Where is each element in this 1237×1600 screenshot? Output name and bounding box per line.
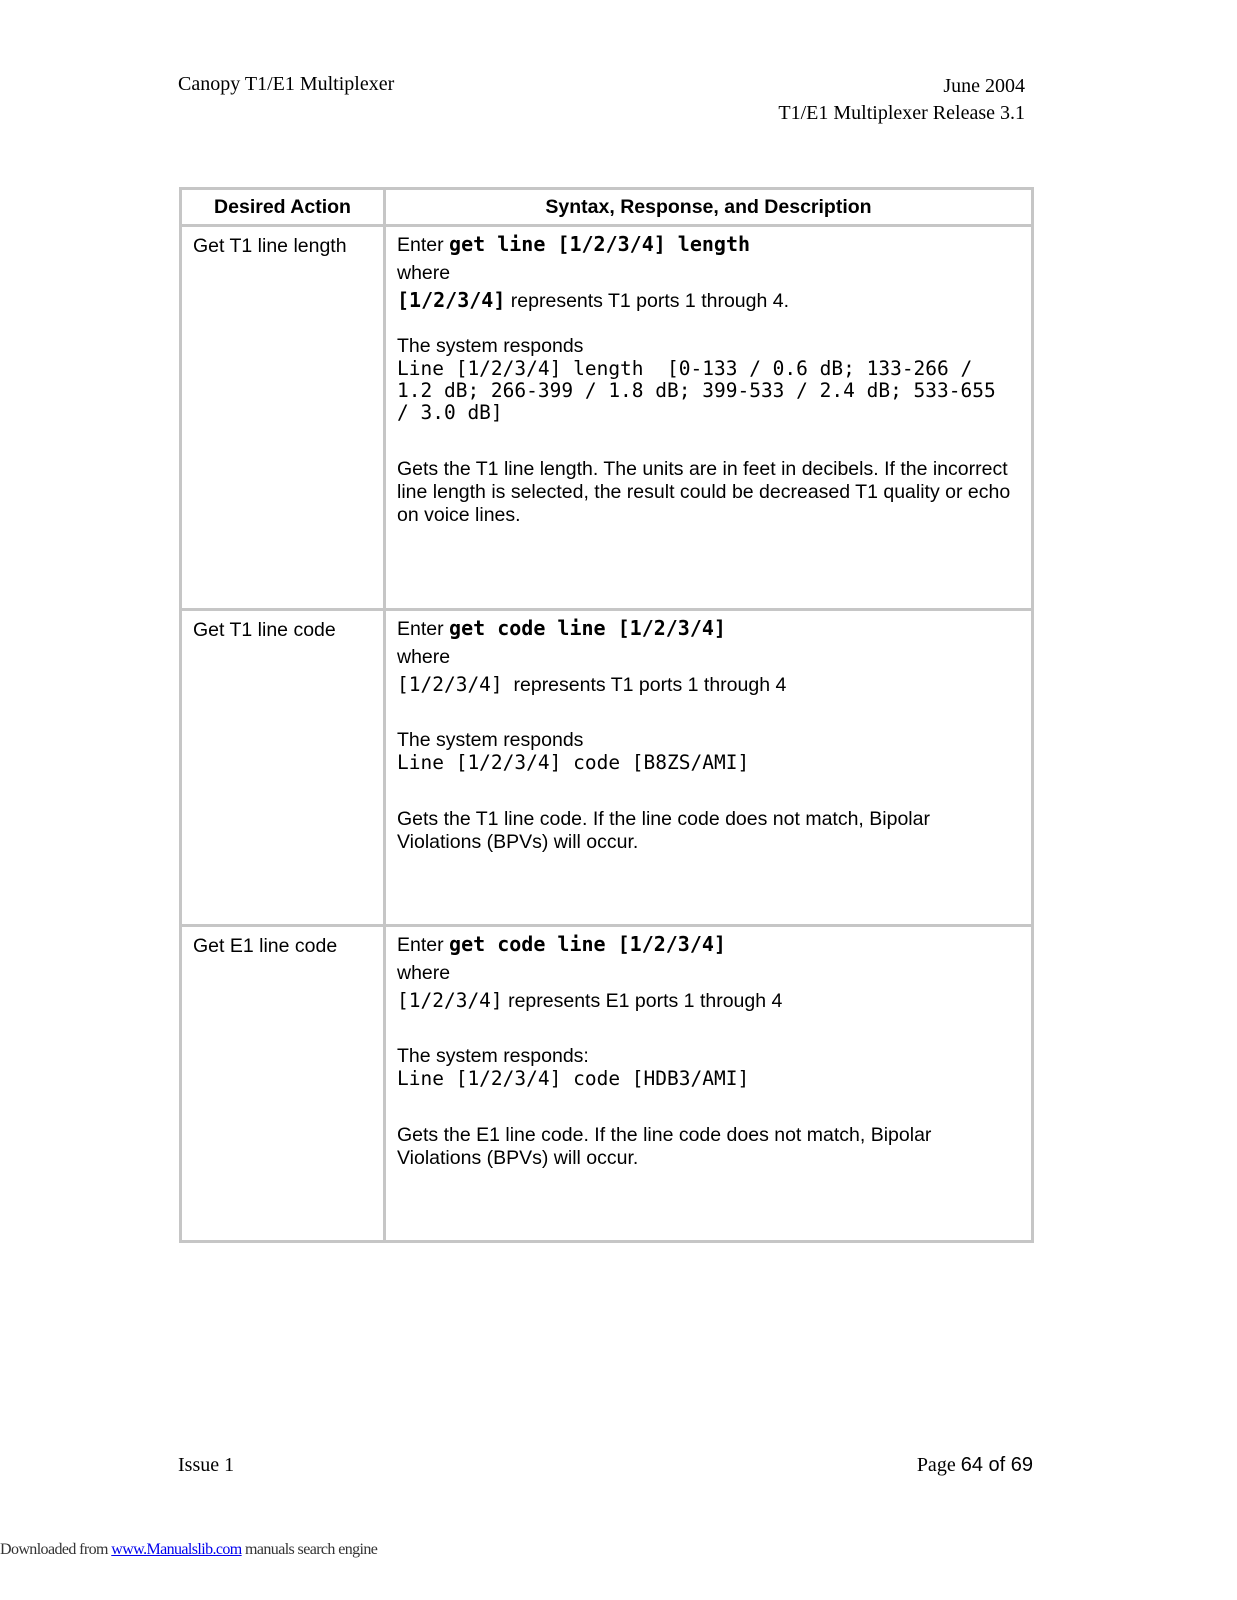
header-release-info bbox=[778, 73, 1025, 127]
action-cell: Get T1 line length bbox=[181, 226, 385, 610]
param-text: [1/2/3/4] bbox=[397, 673, 503, 696]
responds-label: The system responds bbox=[397, 729, 584, 751]
header-title: Canopy T1/E1 Multiplexer bbox=[178, 73, 395, 95]
enter-command: Enter get code line [1/2/3/4] bbox=[397, 932, 726, 956]
param-description: [1/2/3/4] represents T1 ports 1 through 4. bbox=[397, 288, 790, 312]
param-text: [1/2/3/4] bbox=[397, 989, 503, 1012]
response-line: Line [1/2/3/4] code [B8ZS/AMI] bbox=[397, 751, 750, 774]
where-label: where bbox=[397, 262, 451, 284]
description-text: Gets the T1 line code. If the line code does not match, Bipolar Violations (BPVs) will occur. bbox=[397, 808, 930, 853]
table-row bbox=[181, 610, 1033, 926]
param-description: [1/2/3/4] represents T1 ports 1 through 4 bbox=[397, 673, 787, 696]
description-text: Gets the E1 line code. If the line code does not match, Bipolar Violations (BPVs) will occur. bbox=[397, 1124, 932, 1169]
column-header-action: Desired Action bbox=[181, 189, 385, 226]
response-line: 1.2 dB; 266-399 / 1.8 dB; 399-533 / 2.4 dB; 533-655 bbox=[397, 379, 996, 402]
command-text: get code line [1/2/3/4] bbox=[449, 616, 726, 640]
response-line: / 3.0 dB] bbox=[397, 401, 503, 424]
syntax-cell bbox=[385, 226, 1033, 610]
param-description: [1/2/3/4] represents E1 ports 1 through 4 bbox=[397, 989, 783, 1012]
param-text: [1/2/3/4] bbox=[397, 288, 506, 312]
response-line: Line [1/2/3/4] length [0-133 / 0.6 dB; 133-266 / bbox=[397, 357, 973, 380]
description-text: Gets the T1 line length. The units are in feet in decibels. If the incorrect line length is selected, the result could be decreased T1 quality or echo on voice lines. bbox=[397, 458, 1011, 526]
table-header-row bbox=[181, 189, 1033, 226]
header-release: T1/E1 Multiplexer Release 3.1 bbox=[778, 102, 1025, 124]
responds-label: The system responds bbox=[397, 335, 584, 357]
command-text: get code line [1/2/3/4] bbox=[449, 932, 726, 956]
page-number: 64 of 69 bbox=[960, 1454, 1033, 1476]
column-header-syntax: Syntax, Response, and Description bbox=[385, 189, 1033, 226]
command-table bbox=[179, 187, 1034, 1243]
table-row bbox=[181, 226, 1033, 610]
manualslib-link[interactable]: www.Manualslib.com bbox=[111, 1541, 242, 1558]
header-date: June 2004 bbox=[943, 75, 1025, 97]
command-text: get line [1/2/3/4] length bbox=[449, 232, 751, 256]
responds-label: The system responds: bbox=[397, 1045, 589, 1067]
enter-command: Enter get code line [1/2/3/4] bbox=[397, 616, 726, 640]
enter-command: Enter get line [1/2/3/4] length bbox=[397, 232, 751, 256]
download-notice: Downloaded from www.Manualslib.com manuals search engine bbox=[0, 1541, 378, 1558]
syntax-cell bbox=[385, 610, 1033, 926]
where-label: where bbox=[397, 962, 451, 984]
action-cell: Get T1 line code bbox=[181, 610, 385, 926]
table-row bbox=[181, 926, 1033, 1242]
footer-page: Page 64 of 69 bbox=[916, 1454, 1033, 1476]
response-line: Line [1/2/3/4] code [HDB3/AMI] bbox=[397, 1067, 750, 1090]
syntax-cell bbox=[385, 926, 1033, 1242]
footer-issue: Issue 1 bbox=[178, 1454, 235, 1476]
where-label: where bbox=[397, 646, 451, 668]
action-cell: Get E1 line code bbox=[181, 926, 385, 1242]
